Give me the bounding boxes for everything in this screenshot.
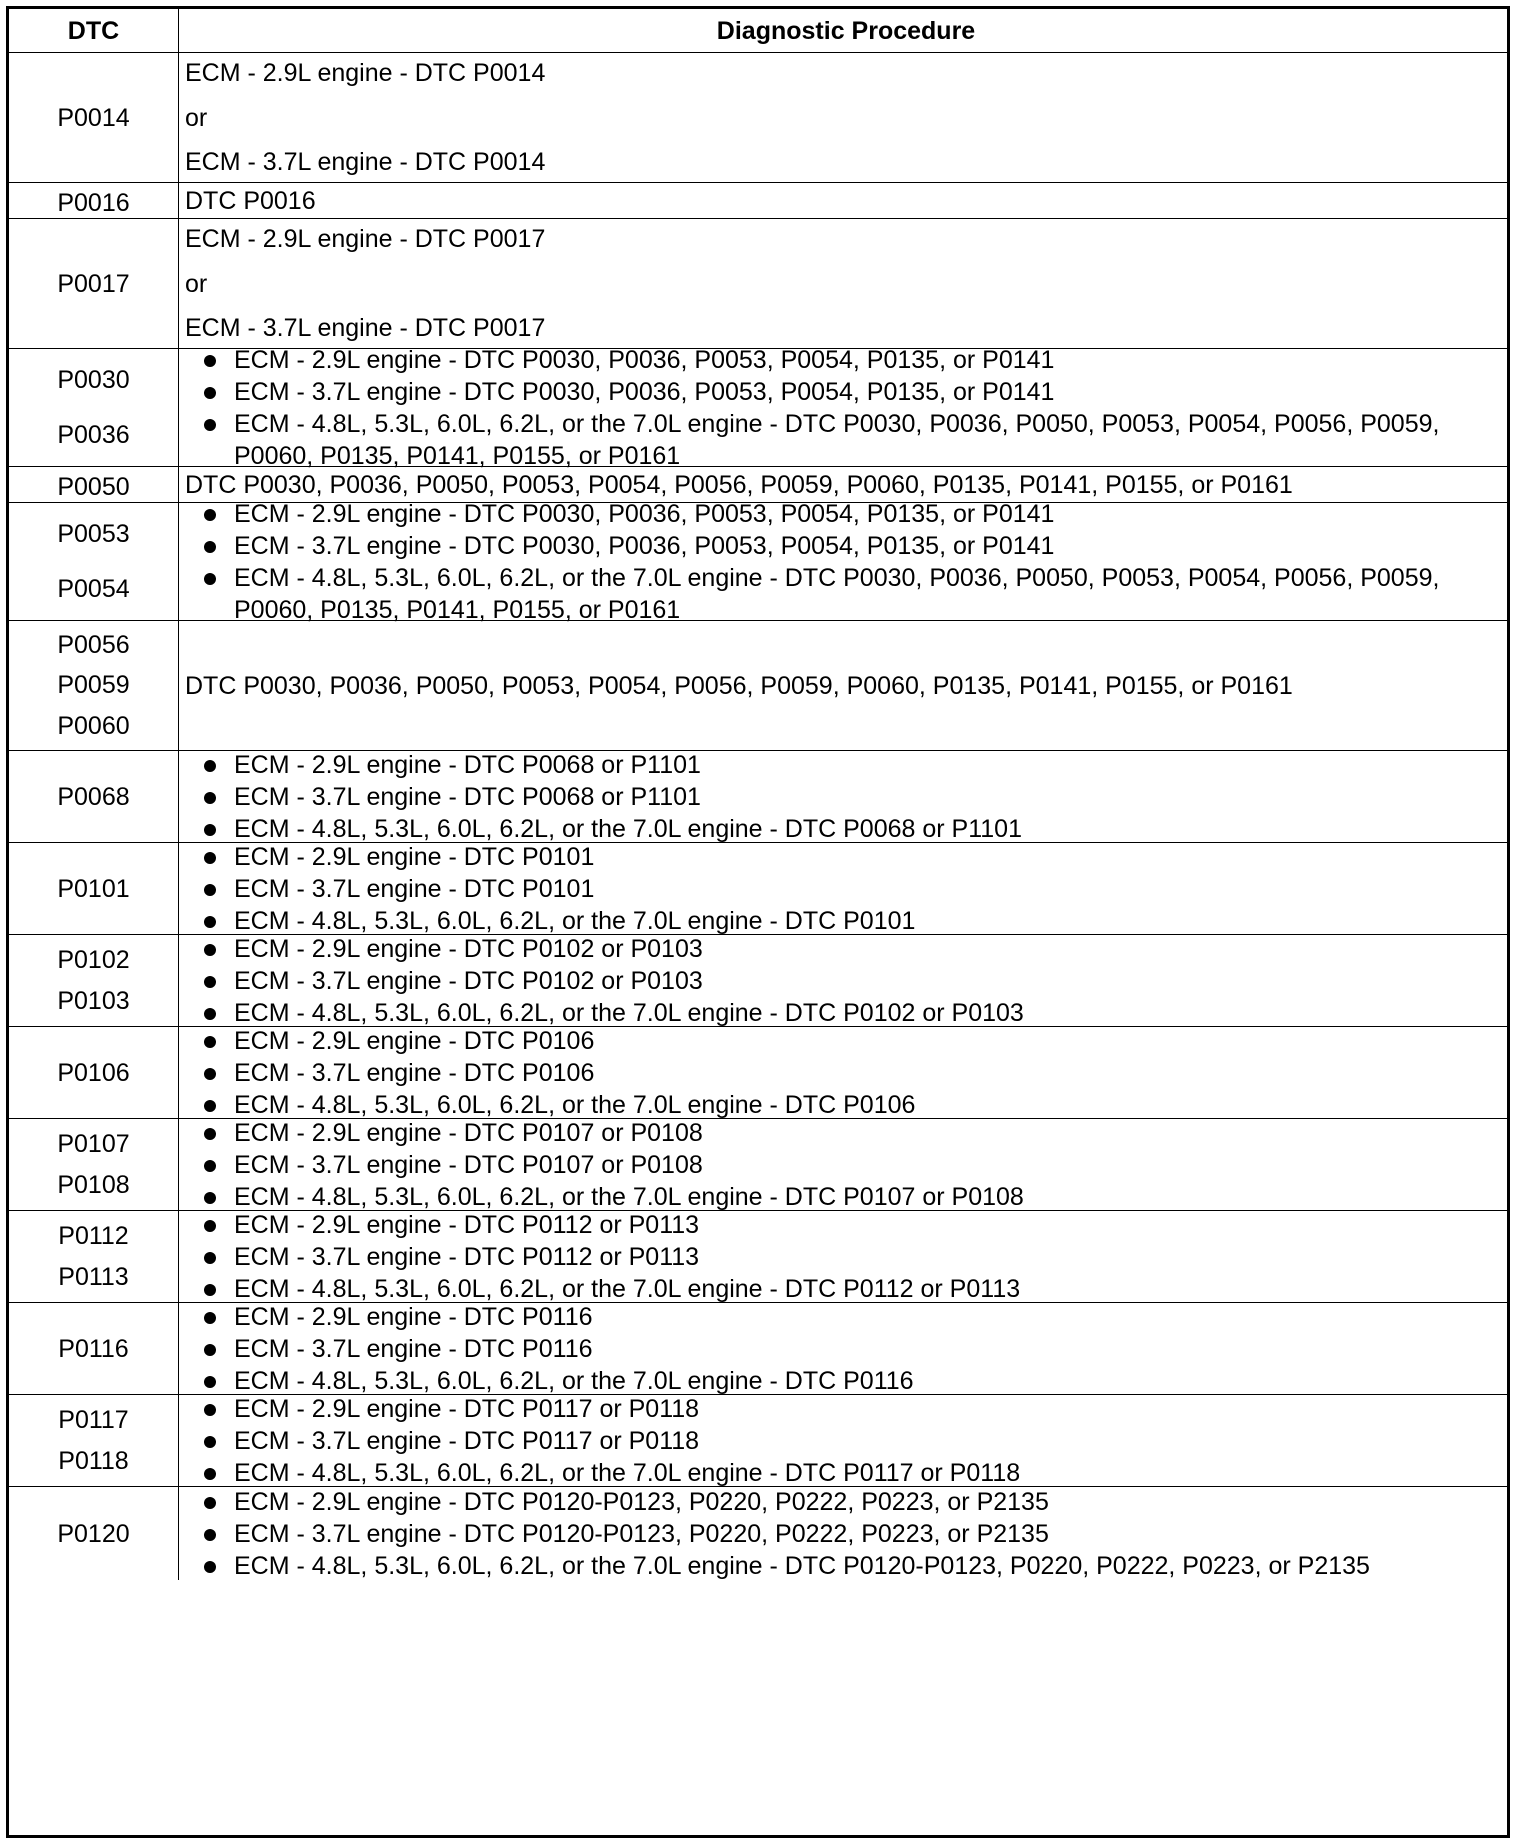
- header-procedure: Diagnostic Procedure: [179, 9, 1507, 53]
- dtc-code: P0102: [57, 945, 130, 974]
- dtc-code: P0050: [57, 473, 130, 501]
- procedure-cell: [179, 1395, 1507, 1487]
- procedure-cell: [179, 935, 1507, 1027]
- procedure-cell: [179, 1487, 1507, 1580]
- dtc-cell: [9, 843, 179, 935]
- procedure-cell: [179, 345, 1507, 470]
- procedure-bullet: ECM - 2.9L engine - DTC P0117 or P0118: [185, 1393, 1507, 1425]
- procedure-line: ECM - 3.7L engine - DTC P0017: [185, 314, 546, 342]
- procedure-cell: [179, 1303, 1507, 1395]
- dtc-code: P0030: [57, 366, 130, 395]
- procedure-line: ECM - 3.7L engine - DTC P0014: [185, 148, 546, 176]
- dtc-code: P0068: [57, 782, 130, 811]
- procedure-bullet: ECM - 3.7L engine - DTC P0117 or P0118: [185, 1425, 1507, 1457]
- dtc-code: P0106: [57, 1058, 130, 1087]
- procedure-cell: [179, 499, 1507, 624]
- dtc-code: P0060: [57, 711, 130, 740]
- procedure-cell: [179, 1211, 1507, 1303]
- procedure-bullet: ECM - 4.8L, 5.3L, 6.0L, 6.2L, or the 7.0L engine - DTC P0107 or P0108: [185, 1181, 1507, 1213]
- dtc-cell: [9, 1395, 179, 1487]
- procedure-bullet: ECM - 2.9L engine - DTC P0102 or P0103: [185, 933, 1507, 965]
- procedure-line: DTC P0030, P0036, P0050, P0053, P0054, P0056, P0059, P0060, P0135, P0141, P0155, or P0161: [185, 470, 1293, 499]
- dtc-code: P0014: [57, 103, 130, 132]
- dtc-code: P0117: [58, 1405, 129, 1434]
- procedure-bullet: ECM - 2.9L engine - DTC P0101: [185, 841, 1507, 873]
- dtc-cell: [9, 349, 179, 467]
- dtc-cell: [9, 1303, 179, 1395]
- procedure-cell: [179, 219, 1507, 349]
- dtc-table-grid: [9, 9, 1507, 1835]
- procedure-line: DTC P0016: [185, 186, 316, 215]
- dtc-cell: [9, 503, 179, 621]
- dtc-cell: [9, 1211, 179, 1303]
- dtc-cell: [9, 219, 179, 349]
- dtc-code: P0036: [57, 420, 130, 449]
- procedure-bullet: ECM - 4.8L, 5.3L, 6.0L, 6.2L, or the 7.0L engine - DTC P0102 or P0103: [185, 997, 1507, 1029]
- procedure-cell: [179, 53, 1507, 183]
- dtc-cell: [9, 1119, 179, 1211]
- dtc-code: P0053: [57, 520, 130, 549]
- procedure-bullet: ECM - 4.8L, 5.3L, 6.0L, 6.2L, or the 7.0L engine - DTC P0112 or P0113: [185, 1273, 1507, 1305]
- procedure-bullet: ECM - 4.8L, 5.3L, 6.0L, 6.2L, or the 7.0L engine - DTC P0030, P0036, P0050, P0053, P0054, P0056, P0059, P0060, P0135, P0141, P0155, or P0161: [185, 562, 1507, 626]
- procedure-bullet: ECM - 3.7L engine - DTC P0068 or P1101: [185, 781, 1507, 813]
- dtc-code: P0059: [57, 671, 130, 700]
- dtc-code: P0017: [57, 269, 130, 298]
- procedure-bullet: ECM - 4.8L, 5.3L, 6.0L, 6.2L, or the 7.0L engine - DTC P0116: [185, 1365, 1507, 1397]
- dtc-code: P0107: [57, 1129, 130, 1158]
- procedure-bullet: ECM - 4.8L, 5.3L, 6.0L, 6.2L, or the 7.0L engine - DTC P0068 or P1101: [185, 813, 1507, 845]
- dtc-cell: [9, 751, 179, 843]
- dtc-code: P0118: [58, 1447, 129, 1476]
- procedure-bullet: ECM - 3.7L engine - DTC P0102 or P0103: [185, 965, 1507, 997]
- procedure-bullet: ECM - 3.7L engine - DTC P0112 or P0113: [185, 1241, 1507, 1273]
- procedure-line: ECM - 2.9L engine - DTC P0017: [185, 225, 546, 253]
- dtc-code: P0112: [58, 1221, 129, 1250]
- header-dtc: DTC: [9, 9, 179, 53]
- procedure-bullet: ECM - 3.7L engine - DTC P0116: [185, 1333, 1507, 1365]
- procedure-line: ECM - 2.9L engine - DTC P0014: [185, 59, 546, 87]
- procedure-bullet: ECM - 4.8L, 5.3L, 6.0L, 6.2L, or the 7.0L engine - DTC P0101: [185, 905, 1507, 937]
- procedure-bullet: ECM - 2.9L engine - DTC P0116: [185, 1301, 1507, 1333]
- procedure-line: or: [185, 103, 208, 132]
- procedure-cell: [179, 621, 1507, 751]
- procedure-cell: [179, 1027, 1507, 1119]
- procedure-bullet: ECM - 2.9L engine - DTC P0112 or P0113: [185, 1209, 1507, 1241]
- procedure-bullet: ECM - 2.9L engine - DTC P0120-P0123, P0220, P0222, P0223, or P2135: [185, 1486, 1507, 1518]
- procedure-bullet: ECM - 2.9L engine - DTC P0106: [185, 1025, 1507, 1057]
- procedure-bullet: ECM - 2.9L engine - DTC P0068 or P1101: [185, 749, 1507, 781]
- procedure-line: or: [185, 269, 208, 298]
- dtc-cell: [9, 467, 179, 503]
- procedure-bullet: ECM - 3.7L engine - DTC P0107 or P0108: [185, 1149, 1507, 1181]
- dtc-code: P0108: [57, 1171, 130, 1200]
- procedure-cell: [179, 751, 1507, 843]
- dtc-code: P0101: [57, 874, 130, 903]
- procedure-bullet: ECM - 2.9L engine - DTC P0107 or P0108: [185, 1117, 1507, 1149]
- procedure-bullet: ECM - 3.7L engine - DTC P0120-P0123, P0220, P0222, P0223, or P2135: [185, 1518, 1507, 1550]
- procedure-bullet: ECM - 4.8L, 5.3L, 6.0L, 6.2L, or the 7.0L engine - DTC P0106: [185, 1089, 1507, 1121]
- procedure-bullet: ECM - 3.7L engine - DTC P0106: [185, 1057, 1507, 1089]
- procedure-bullet: ECM - 3.7L engine - DTC P0030, P0036, P0053, P0054, P0135, or P0141: [185, 376, 1507, 408]
- dtc-cell: [9, 1487, 179, 1580]
- dtc-code: P0056: [57, 631, 130, 660]
- dtc-code: P0120: [57, 1519, 130, 1548]
- procedure-cell: [179, 183, 1507, 219]
- procedure-bullet: ECM - 2.9L engine - DTC P0030, P0036, P0053, P0054, P0135, or P0141: [185, 344, 1507, 376]
- dtc-code: P0054: [57, 574, 130, 603]
- dtc-cell: [9, 1027, 179, 1119]
- dtc-cell: [9, 183, 179, 219]
- dtc-code: P0016: [57, 189, 130, 217]
- procedure-bullet: ECM - 4.8L, 5.3L, 6.0L, 6.2L, or the 7.0L engine - DTC P0030, P0036, P0050, P0053, P0054, P0056, P0059, P0060, P0135, P0141, P0155, or P0161: [185, 408, 1507, 472]
- dtc-code: P0103: [57, 987, 130, 1016]
- dtc-cell: [9, 621, 179, 751]
- dtc-code: P0116: [58, 1334, 129, 1363]
- procedure-line: DTC P0030, P0036, P0050, P0053, P0054, P0056, P0059, P0060, P0135, P0141, P0155, or P0161: [185, 671, 1293, 700]
- procedure-bullet: ECM - 3.7L engine - DTC P0030, P0036, P0053, P0054, P0135, or P0141: [185, 530, 1507, 562]
- procedure-bullet: ECM - 2.9L engine - DTC P0030, P0036, P0053, P0054, P0135, or P0141: [185, 498, 1507, 530]
- dtc-cell: [9, 935, 179, 1027]
- procedure-bullet: ECM - 4.8L, 5.3L, 6.0L, 6.2L, or the 7.0L engine - DTC P0120-P0123, P0220, P0222, P0223, or P2135: [185, 1550, 1507, 1582]
- dtc-table: [6, 6, 1510, 1838]
- procedure-bullet: ECM - 3.7L engine - DTC P0101: [185, 873, 1507, 905]
- procedure-cell: [179, 843, 1507, 935]
- dtc-code: P0113: [58, 1263, 129, 1292]
- procedure-bullet: ECM - 4.8L, 5.3L, 6.0L, 6.2L, or the 7.0L engine - DTC P0117 or P0118: [185, 1457, 1507, 1489]
- procedure-cell: [179, 1119, 1507, 1211]
- dtc-cell: [9, 53, 179, 183]
